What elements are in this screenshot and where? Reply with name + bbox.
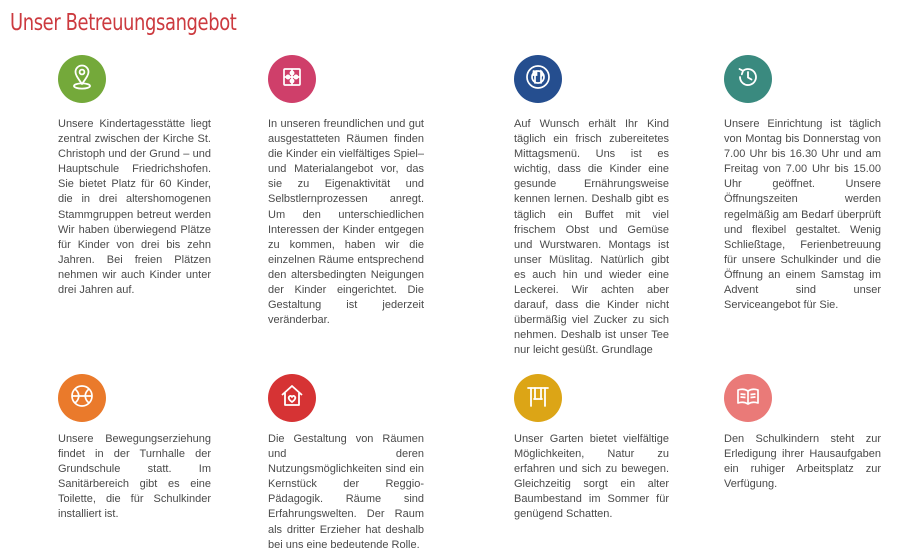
card-gym xyxy=(58,374,211,523)
card-icon-circle xyxy=(268,374,316,422)
card-text: In unseren freundlichen und gut ausgestatteten Räumen finden die Kinder ein vielfältiges Spiel– und Materialangebot vor, das sie zu Eigenaktivität und Selbstlernprozessen anregt. Um den unterschiedlichen Interessen der Kinder entgegen zu kommen, haben wir die einzelnen Räume entsprechend den altersbedingten Neigungen der Kinder eingerichtet. Die Gestaltung ist jederzeit veränderbar. xyxy=(268,118,424,327)
card-icon-circle xyxy=(58,374,106,422)
page-title: Unser Betreuungsangebot xyxy=(10,10,237,36)
card-food xyxy=(514,55,669,359)
card-opening-hours xyxy=(724,55,881,313)
ball-icon xyxy=(67,381,97,416)
card-icon-circle xyxy=(514,374,562,422)
card-icon-circle xyxy=(724,55,772,103)
card-text: Unsere Bewegungserziehung findet in der Turnhalle der Grundschule statt. Im Sanitärbereich gibt es eine Toilette, die für Schulkinder installiert ist. xyxy=(58,433,211,521)
house-heart-icon xyxy=(277,381,307,416)
card-icon-circle xyxy=(58,55,106,103)
open-book-icon xyxy=(733,381,763,416)
swing-icon xyxy=(523,381,553,416)
card-text: Die Gestaltung von Räumen und deren Nutzungsmöglichkeiten sind ein Kernstück der Reggio-Pädagogik. Räume sind Erfahrungswelten. Der Raum als dritter Erzieher hat deshalb bei uns eine bedeutende Rolle. xyxy=(268,433,424,551)
card-text: Unsere Einrichtung ist täglich von Montag bis Donnerstag von 7.00 Uhr bis 16.30 Uhr und am Freitag von 7.00 Uhr bis 15.00 Uhr geöffnet. Unsere Öffnungszeiten werden regelmäßig am Bedarf überprüft und flexibel gestaltet. Wenig Schließtage, Ferienbetreuung für unsere Schulkinder und die Öffnung an einem Samstag im Advent sind unser Serviceangebot für Sie. xyxy=(724,118,881,312)
card-icon-circle xyxy=(268,55,316,103)
clock-icon xyxy=(733,62,763,97)
plate-cutlery-icon xyxy=(523,62,553,97)
card-text: Auf Wunsch erhält Ihr Kind täglich ein frisch zubereitetes Mittagsmenü. Uns ist es wichtig, dass die Kinder eine gesunde Ernährungsweise kennen lernen. Deshalb gibt es täglich ein Buffet mit viel frischem Obst und Gemüse und Wurstwaren. Montags ist unser Müslitag. Natürlich gibt es auch hin und wieder eine Leckerei. Wir achten aber darauf, dass die Kinder nicht übermäßig viel Zucker zu sich nehmen. Deshalb ist unser Tee nur leicht gesüßt. Grundlage xyxy=(514,118,669,357)
card-text: Unsere Kindertagesstätte liegt zentral zwischen der Kirche St. Christoph und der Grund – und Hauptschule Friedrichshofen. Sie bietet Platz für 60 Kinder, die in drei altershomogenen Stammgruppen betreut werden Wir haben überwiegend Plätze für Kinder von drei bis zehn Jahren. Bei freien Plätzen nehmen wir auch Kinder unter drei Jahren auf. xyxy=(58,118,211,297)
puzzle-icon xyxy=(277,62,307,97)
location-pin-icon xyxy=(67,62,97,97)
card-icon-circle xyxy=(724,374,772,422)
card-icon-circle xyxy=(514,55,562,103)
card-text: Unser Garten bietet vielfältige Möglichkeiten, Natur zu erfahren und sich zu bewegen. Gleichzeitig sorgt ein alter Baumbestand im Sommer für genügend Schatten. xyxy=(514,433,669,521)
card-puzzle xyxy=(268,55,424,328)
card-rooms xyxy=(268,374,424,553)
card-location xyxy=(58,55,211,298)
card-garden xyxy=(514,374,669,523)
card-text: Den Schulkindern steht zur Erledigung ihrer Hausaufgaben ein ruhiger Arbeitsplatz zur Verfügung. xyxy=(724,433,881,491)
card-homework xyxy=(724,374,881,492)
